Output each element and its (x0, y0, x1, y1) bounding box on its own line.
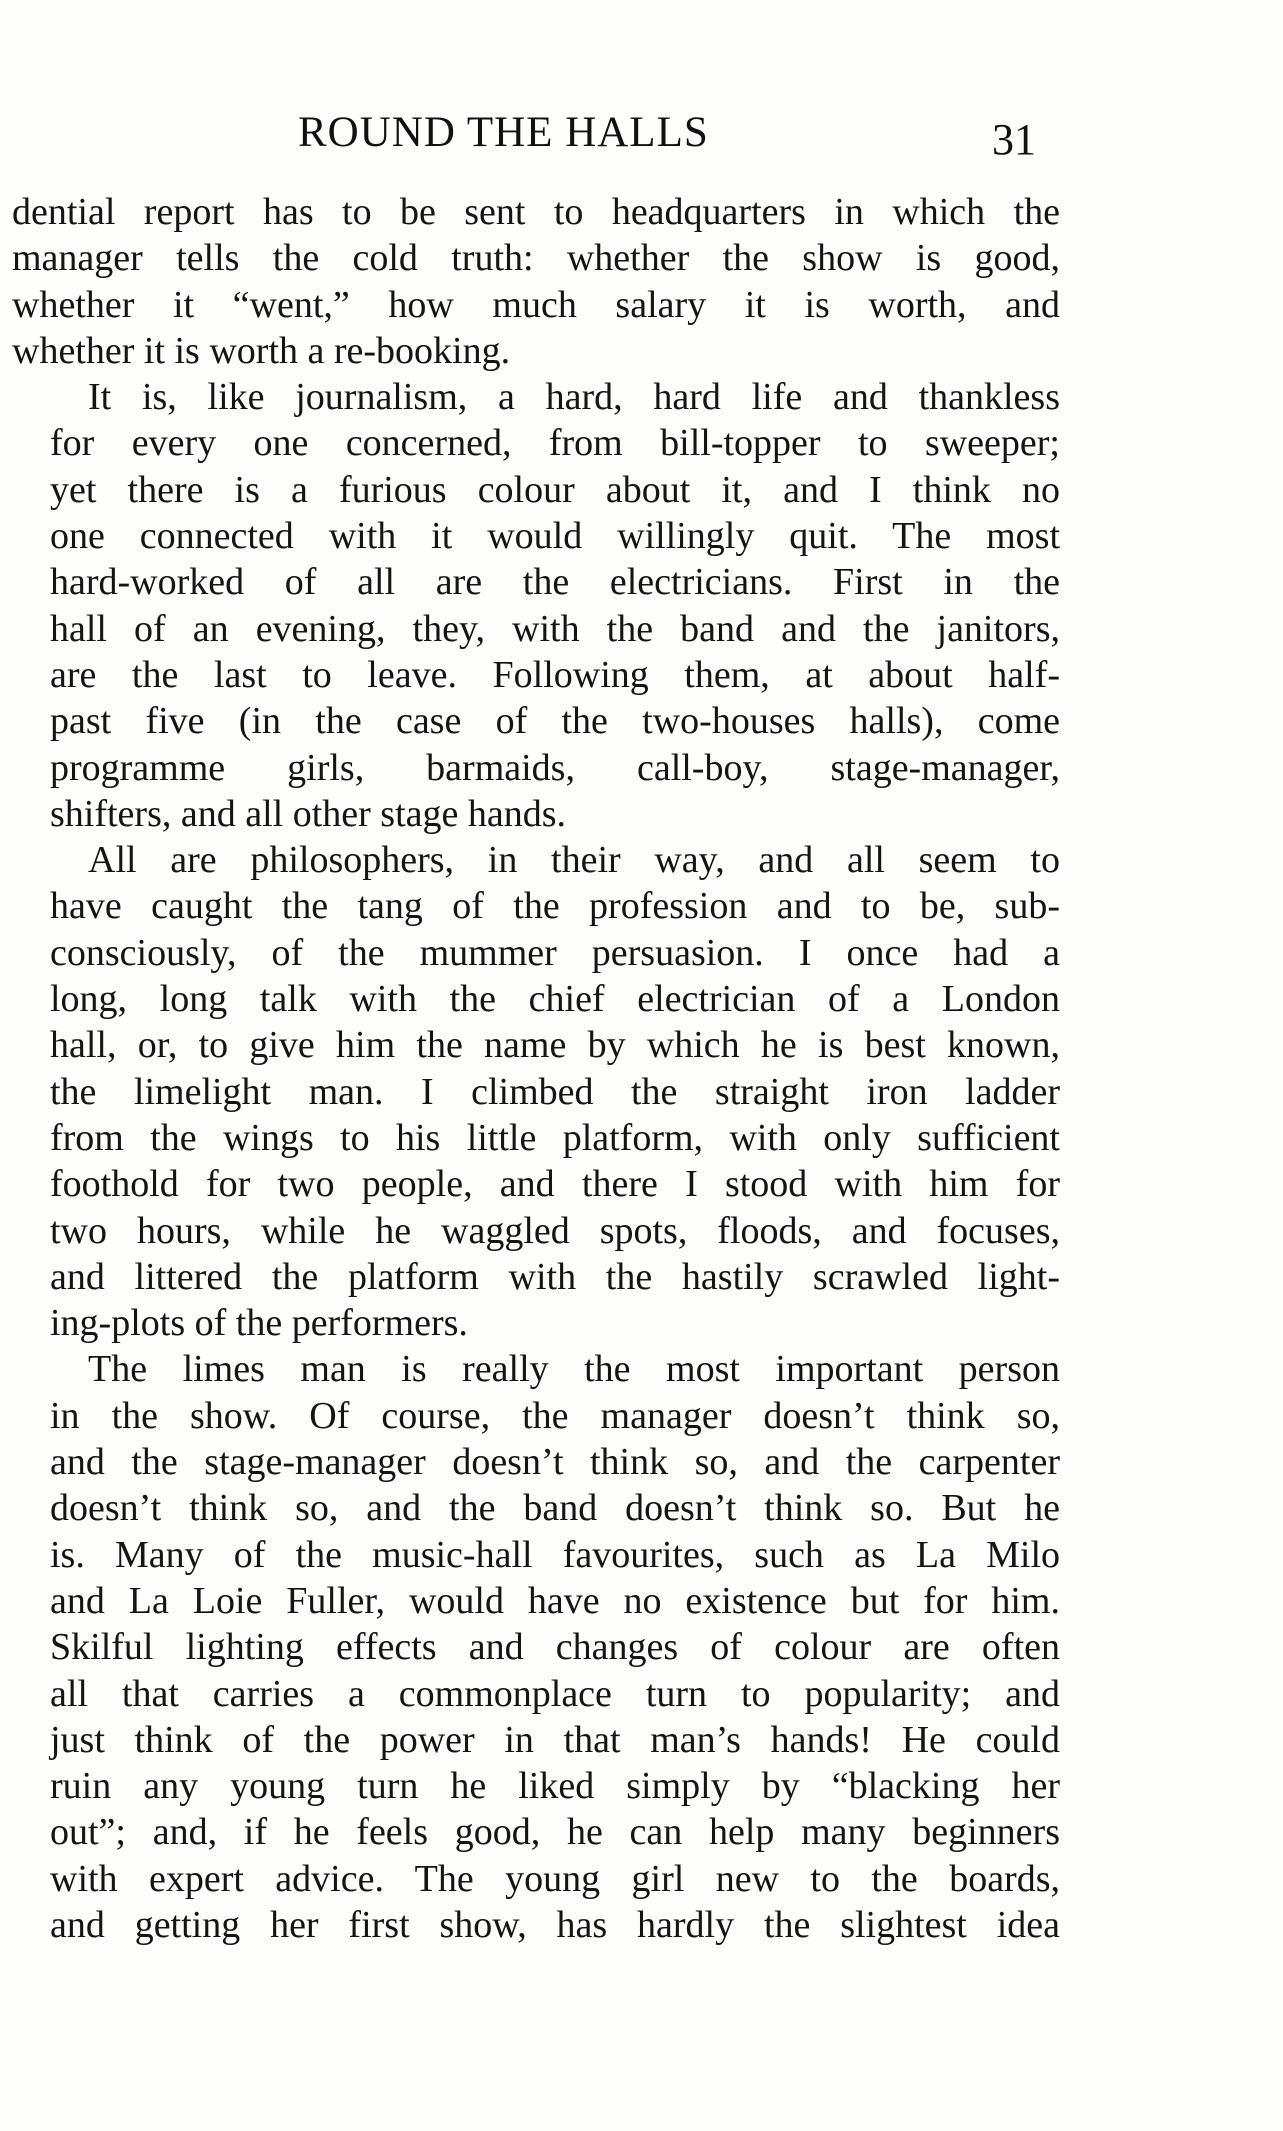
text-line: programme girls, barmaids, call-boy, stage-manager, (50, 746, 1060, 789)
text-line: dential report has to be sent to headquarters in which the (12, 191, 1060, 233)
text-line: for every one concerned, from bill-topper to sweeper; (50, 422, 1060, 465)
text-line: Skilful lighting effects and changes of colour are often (50, 1626, 1060, 1669)
text-line: manager tells the cold truth: whether the show is good, (12, 237, 1060, 280)
text-line: and La Loie Fuller, would have no existence but for him. (50, 1579, 1060, 1622)
text-line: and the stage-manager doesn’t think so, and the carpenter (50, 1441, 1060, 1484)
running-title: ROUND THE HALLS (298, 109, 709, 156)
text-line: ing-plots of the performers. (50, 1302, 468, 1345)
text-line: hall of an evening, they, with the band and the janitors, (50, 607, 1060, 650)
text-line: have caught the tang of the profession and to be, sub- (50, 885, 1060, 928)
text-line: are the last to leave. Following them, at about half- (50, 653, 1060, 696)
text-line: and getting her first show, has hardly the slightest idea (50, 1903, 1060, 1946)
running-head (0, 108, 1283, 168)
text-line: The limes man is really the most important person (88, 1348, 1060, 1391)
text-line: just think of the power in that man’s hands! He could (50, 1718, 1060, 1761)
paragraph-1 (12, 189, 1060, 374)
text-line: yet there is a furious colour about it, and I think no (50, 468, 1060, 511)
text-line: hall, or, to give him the name by which he is best known, (50, 1024, 1060, 1067)
text-line: past five (in the case of the two-houses halls), come (50, 700, 1060, 743)
paragraph-2 (12, 374, 1060, 837)
body-text (12, 189, 1060, 1948)
text-line: doesn’t think so, and the band doesn’t think so. But he (50, 1487, 1060, 1530)
paragraph-4 (12, 1346, 1060, 1948)
text-line: whether it is worth a re-booking. (12, 329, 511, 372)
text-line: All are philosophers, in their way, and all seem to (88, 839, 1060, 882)
text-line: whether it “went,” how much salary it is worth, and (12, 283, 1060, 326)
text-line: It is, like journalism, a hard, hard life and thankless (88, 376, 1060, 419)
text-line: in the show. Of course, the manager doesn’t think so, (50, 1394, 1060, 1437)
text-line: shifters, and all other stage hands. (50, 792, 567, 835)
text-line: hard-worked of all are the electricians. First in the (50, 561, 1060, 604)
page-number: 31 (992, 115, 1036, 164)
text-line: all that carries a commonplace turn to popularity; and (50, 1672, 1060, 1715)
text-line: out”; and, if he feels good, he can help many beginners (50, 1811, 1060, 1854)
text-line: two hours, while he waggled spots, floods, and focuses, (50, 1209, 1060, 1252)
text-line: ruin any young turn he liked simply by “blacking her (50, 1765, 1060, 1808)
text-line: the limelight man. I climbed the straight iron ladder (50, 1070, 1060, 1113)
text-line: from the wings to his little platform, with only sufficient (50, 1116, 1060, 1159)
text-line: and littered the platform with the hastily scrawled light- (50, 1255, 1060, 1298)
text-line: one connected with it would willingly quit. The most (50, 515, 1060, 558)
text-line: long, long talk with the chief electrician of a London (50, 978, 1060, 1021)
text-line: foothold for two people, and there I stood with him for (50, 1163, 1060, 1206)
paragraph-3 (12, 837, 1060, 1346)
text-line: is. Many of the music-hall favourites, such as La Milo (50, 1533, 1060, 1576)
text-line: with expert advice. The young girl new to the boards, (50, 1857, 1060, 1900)
text-line: consciously, of the mummer persuasion. I once had a (50, 931, 1060, 974)
